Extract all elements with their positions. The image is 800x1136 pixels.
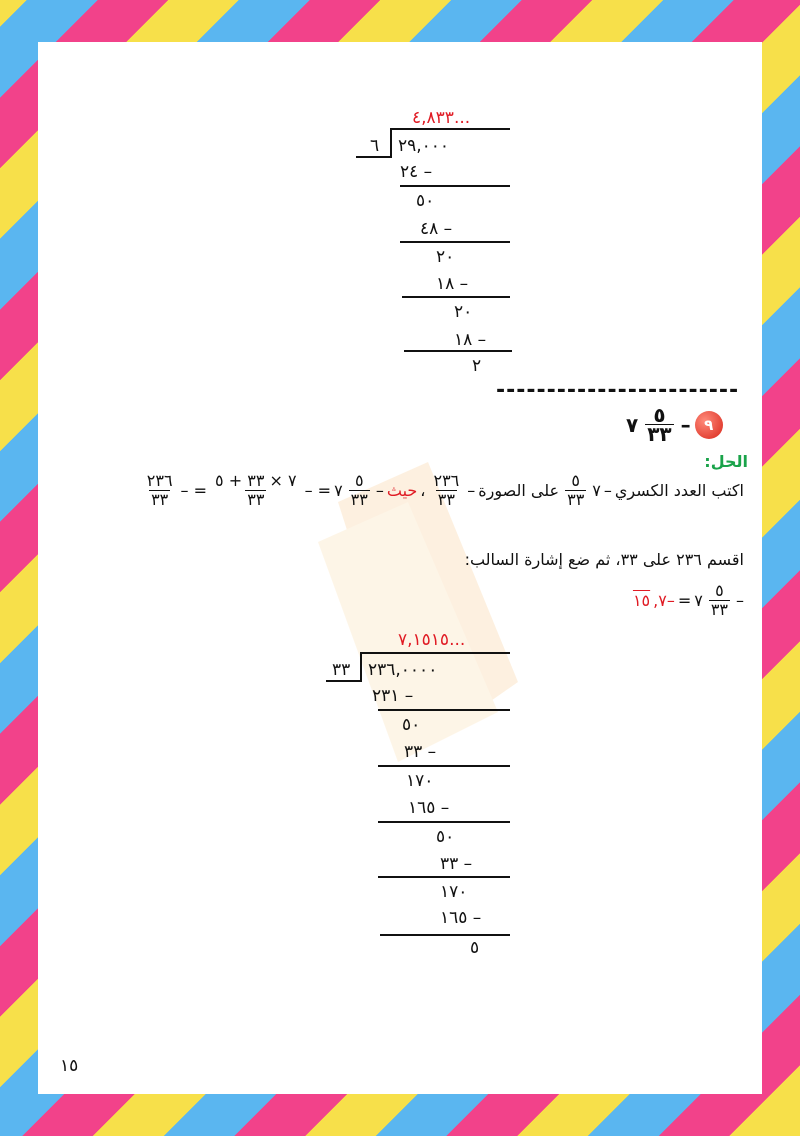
page-number: ١٥	[60, 1056, 79, 1076]
dividend-1: ٢٩,٠٠٠	[398, 136, 450, 156]
step: ٢٠	[436, 247, 455, 267]
whole-number: ٧	[334, 481, 343, 500]
instruction-line-2: اقسم ٢٣٦ على ٣٣، ثم ضع إشارة السالب:	[464, 550, 744, 569]
fraction	[709, 582, 730, 619]
denominator: ٣٣	[151, 490, 169, 509]
division-bar	[390, 128, 510, 130]
step: ٥٠	[402, 715, 421, 735]
fraction	[565, 472, 586, 509]
denominator: ٣٣	[350, 490, 368, 509]
result-value: –٧,	[653, 591, 675, 610]
step: ٣٣ –	[404, 742, 437, 762]
numerator: ٧ × ٣٣ + ٥	[215, 471, 297, 490]
step-line	[380, 934, 510, 936]
divisor-1: ٦	[370, 136, 380, 156]
step: ٣٣ –	[440, 854, 473, 874]
whole-number: ٧	[626, 412, 639, 437]
problem-header	[626, 403, 723, 446]
text: اكتب العدد الكسري	[614, 481, 744, 500]
highlight-text: حيث	[386, 481, 418, 500]
equation-line-1	[142, 472, 744, 509]
step-line	[378, 821, 510, 823]
step: ١٦٥ –	[440, 908, 482, 928]
step: ١٨ –	[436, 274, 469, 294]
step-line	[400, 185, 510, 187]
minus-sign: –	[680, 412, 691, 437]
divisor-underline	[326, 680, 362, 682]
equation-line-3	[633, 582, 744, 619]
step: ١٧٠	[406, 771, 434, 791]
division-bar	[362, 652, 510, 654]
step-line	[402, 296, 510, 298]
equals-minus: = –	[304, 481, 332, 500]
quotient-1: ٤,٨٣٣...	[412, 108, 471, 128]
fraction	[213, 472, 299, 509]
denominator: ٣٣	[567, 490, 585, 509]
equals-sign: =	[677, 591, 692, 610]
step-line	[378, 876, 510, 878]
equals-minus: = –	[180, 481, 208, 500]
numerator: ٥	[571, 471, 580, 490]
page-sheet	[38, 42, 762, 1094]
fraction	[431, 472, 461, 509]
comma: ،	[420, 481, 426, 500]
problem-number-badge: ٩	[695, 411, 723, 439]
minus-sign: –	[375, 481, 384, 500]
step: ١٧٠	[440, 882, 468, 902]
step: ٢	[472, 356, 482, 376]
numerator: ٢٣٦	[146, 471, 173, 490]
step: ٢٠	[454, 302, 473, 322]
division-bracket	[360, 652, 362, 682]
step-line	[400, 241, 510, 243]
minus-sign: –	[603, 481, 612, 500]
step-line	[404, 350, 512, 352]
divisor-2: ٣٣	[332, 660, 351, 680]
quotient-2: ٧,١٥١٥...	[398, 630, 466, 650]
denominator: ٣٣	[710, 600, 728, 619]
division-bracket	[390, 128, 392, 158]
minus-sign: –	[736, 591, 744, 610]
step: ٥	[470, 938, 480, 958]
separator-line: ------------------------	[496, 378, 740, 403]
text: على الصورة	[478, 481, 560, 500]
step: ٢٤ –	[400, 162, 433, 182]
step: ٥٠	[436, 827, 455, 847]
step: ٢٣١ –	[372, 686, 414, 706]
whole-number: ٧	[592, 481, 601, 500]
numerator: ٥	[354, 471, 364, 490]
denominator: ٣٣	[437, 490, 455, 509]
denominator: ٣٣	[247, 490, 265, 509]
step: ١٦٥ –	[408, 798, 450, 818]
minus-sign: –	[467, 481, 476, 500]
repeating-digits: ١٥	[632, 591, 651, 610]
divisor-underline	[356, 156, 392, 158]
step-line	[378, 765, 510, 767]
numerator: ٥	[653, 403, 666, 427]
step: ٤٨ –	[420, 219, 453, 239]
numerator: ٥	[715, 581, 724, 600]
step-line	[378, 709, 510, 711]
denominator: ٣٣	[647, 422, 672, 446]
step: ١٨ –	[454, 330, 487, 350]
fraction	[645, 403, 673, 446]
solution-label: الحل:	[704, 452, 748, 471]
step: ٥٠	[416, 191, 435, 211]
whole-number: ٧	[694, 591, 703, 610]
numerator: ٢٣٦	[433, 471, 460, 490]
fraction	[349, 472, 370, 509]
fraction	[145, 472, 175, 509]
dividend-2: ٢٣٦,٠٠٠٠	[368, 660, 438, 680]
